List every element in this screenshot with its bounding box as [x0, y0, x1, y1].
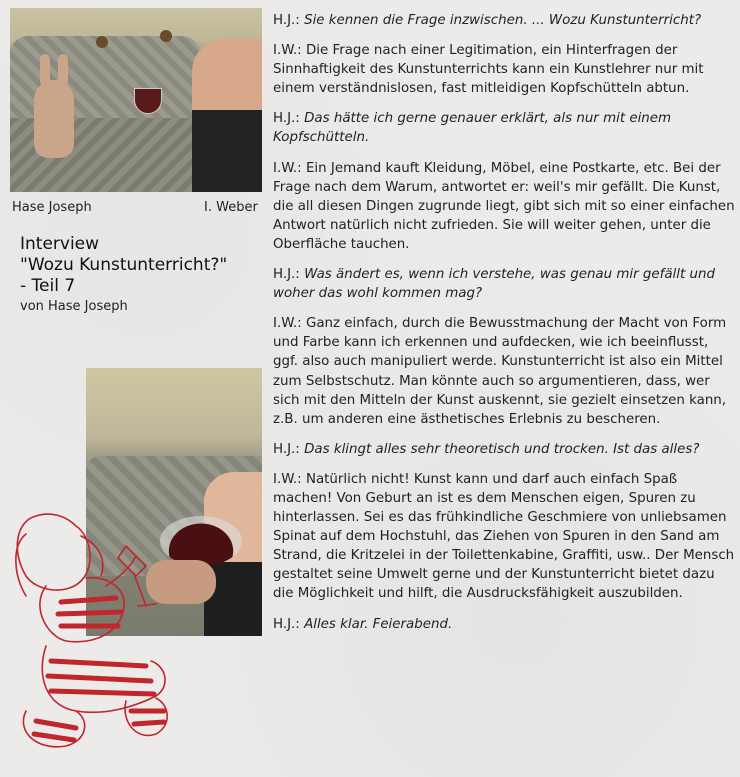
- dialogue-text: Was ändert es, wenn ich verstehe, was genau mir gefällt und woher das wohl kommen mag?: [273, 267, 715, 302]
- caption-i-weber: I. Weber: [204, 200, 258, 215]
- stripe: [134, 722, 164, 724]
- doodle-foot: [125, 698, 167, 735]
- question-paragraph: [273, 615, 735, 634]
- dialogue-text: Alles klar. Feierabend.: [304, 616, 453, 632]
- stripe: [36, 721, 76, 728]
- caption-hase-joseph: Hase Joseph: [12, 200, 92, 215]
- answer-paragraph: [273, 314, 735, 429]
- byline: von Hase Joseph: [20, 299, 128, 314]
- stripe: [58, 612, 121, 614]
- speaker-label: H.J.:: [273, 267, 300, 283]
- doodle-ear: [81, 536, 103, 576]
- doodle-head: [17, 514, 90, 590]
- title-block: [20, 234, 227, 315]
- title-line-1: Interview: [20, 234, 100, 254]
- stripe: [34, 734, 74, 740]
- question-paragraph: [273, 11, 735, 30]
- speaker-label: I.W.:: [273, 471, 302, 487]
- answer-paragraph: [273, 470, 735, 604]
- bunny-ear: [40, 54, 50, 86]
- dialogue-text: Natürlich nicht! Kunst kann und darf auch einfach Spaß machen! Von Geburt an ist es dem Menschen eigen, Spuren zu hinterlassen. Sei es das frühkindliche Geschmiere von unliebsamen Spinat auf dem Hochstuhl, das Ziehen von Spuren in den Sand am Strand, die Kritzelei in der Toilettenkabine, Graffiti, usw.. Der Mensch gestaltet seine Umwelt gerne und der Kunstunterricht bietet dazu die Möglichkeit und hilft, die Ausdrucksfähigkeit auszubilden.: [273, 471, 735, 602]
- answer-paragraph: [273, 159, 735, 254]
- title-line-2: "Wozu Kunstunterricht?": [20, 255, 228, 275]
- doodle-glass-stem: [134, 574, 156, 606]
- question-paragraph: [273, 440, 735, 459]
- dialogue-text: Das klingt alles sehr theoretisch und trocken. Ist das alles?: [304, 441, 700, 457]
- interview-text: [273, 11, 735, 645]
- question-paragraph: [273, 265, 735, 303]
- dialogue-text: Die Frage nach einer Legitimation, ein Hinterfragen der Sinnhaftigkeit des Kunstunterrichts kann ein Kunstlehrer nur mit einem verständnislosen, fast mitleidigen Kopfschütteln abtun.: [273, 43, 704, 97]
- speaker-label: I.W.:: [273, 316, 302, 332]
- title-line-3: - Teil 7: [20, 276, 76, 296]
- speaker-label: H.J.:: [273, 441, 300, 457]
- bunny-doodle: [6, 506, 176, 756]
- question-paragraph: [273, 109, 735, 147]
- photo-bunny-and-interviewee: [10, 8, 262, 192]
- dialogue-text: Ein Jemand kauft Kleidung, Möbel, eine Postkarte, etc. Bei der Frage nach dem Warum, antwortet er: weil's mir gefällt. Die Kunst, die all diesen Dingen zugrunde liegt, gibt sich mit so einer einfachen Antwort natürlich nicht zufrieden. Sie will weiter gehen, unter die Oberfläche tauchen.: [273, 160, 735, 252]
- sofa-knob: [160, 30, 172, 42]
- interviewee: [192, 38, 262, 192]
- stripe: [61, 598, 116, 602]
- speaker-label: I.W.:: [273, 160, 302, 176]
- answer-paragraph: [273, 41, 735, 98]
- doodle-glass: [118, 546, 146, 576]
- dialogue-text: Das hätte ich gerne genauer erklärt, als nur mit einem Kopfschütteln.: [273, 111, 672, 146]
- sofa-knob: [96, 36, 108, 48]
- speaker-label: I.W.:: [273, 43, 302, 59]
- stripe: [48, 676, 151, 681]
- speaker-label: H.J.:: [273, 616, 300, 632]
- speaker-label: H.J.:: [273, 13, 300, 28]
- dialogue-text: Ganz einfach, durch die Bewusstmachung der Macht von Form und Farbe kann ich erkennen und aufdecken, wie ich beeinflusst, ggf. also auch manipuliert werde. Kunstunterricht ist also ein Mittel zum Selbstschutz. Man könnte auch so argumentieren, dass, wer sich mit den Mitteln der Kunst auskennt, sie gezielt einsetzen kann, z.B. um anderen eine ästhetisches Erlebnis zu bescheren.: [273, 316, 727, 427]
- bunny-ear: [58, 54, 68, 86]
- speaker-label: H.J.:: [273, 111, 300, 127]
- dialogue-text: Sie kennen die Frage inzwischen. ... Wozu Kunstunterricht?: [304, 13, 702, 28]
- bunny-toy: [34, 80, 74, 158]
- doodle-body: [40, 578, 124, 642]
- stripe: [51, 691, 154, 694]
- stripe: [51, 661, 146, 666]
